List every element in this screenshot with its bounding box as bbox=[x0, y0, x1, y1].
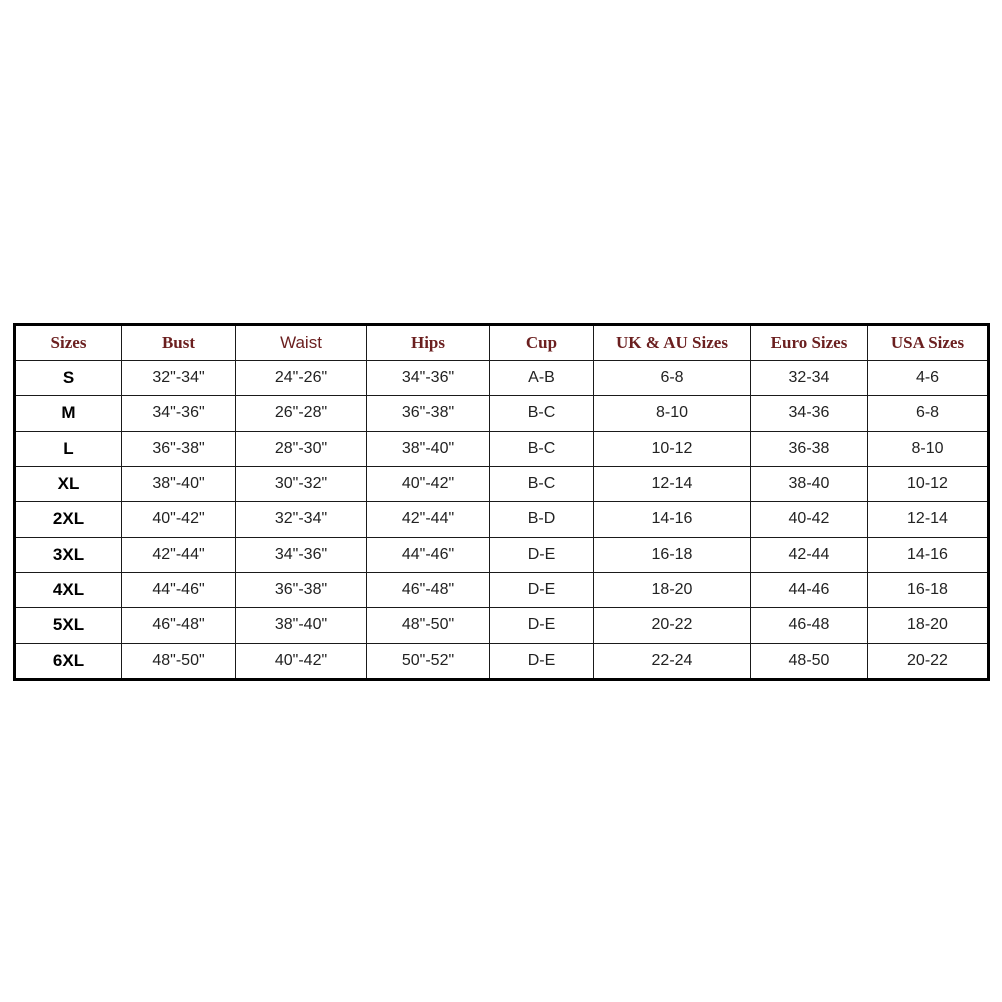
cell-cup: A-B bbox=[490, 361, 594, 396]
cell-bust: 42"-44" bbox=[122, 537, 236, 572]
cell-usa: 14-16 bbox=[868, 537, 989, 572]
header-usa-sizes: USA Sizes bbox=[868, 325, 989, 361]
cell-euro: 34-36 bbox=[751, 396, 868, 431]
cell-hips: 40"-42" bbox=[367, 466, 490, 501]
cell-usa: 10-12 bbox=[868, 466, 989, 501]
cell-size: 5XL bbox=[15, 608, 122, 643]
cell-euro: 38-40 bbox=[751, 466, 868, 501]
cell-waist: 26"-28" bbox=[236, 396, 367, 431]
cell-euro: 42-44 bbox=[751, 537, 868, 572]
cell-euro: 40-42 bbox=[751, 502, 868, 537]
table-row bbox=[15, 608, 989, 643]
cell-hips: 50"-52" bbox=[367, 643, 490, 679]
cell-cup: D-E bbox=[490, 643, 594, 679]
cell-uk-au: 6-8 bbox=[594, 361, 751, 396]
cell-euro: 36-38 bbox=[751, 431, 868, 466]
cell-usa: 20-22 bbox=[868, 643, 989, 679]
size-chart-table bbox=[13, 323, 990, 681]
cell-bust: 34"-36" bbox=[122, 396, 236, 431]
cell-uk-au: 14-16 bbox=[594, 502, 751, 537]
cell-usa: 16-18 bbox=[868, 572, 989, 607]
cell-euro: 32-34 bbox=[751, 361, 868, 396]
cell-uk-au: 10-12 bbox=[594, 431, 751, 466]
header-cup: Cup bbox=[490, 325, 594, 361]
cell-bust: 44"-46" bbox=[122, 572, 236, 607]
cell-bust: 38"-40" bbox=[122, 466, 236, 501]
table-row bbox=[15, 431, 989, 466]
cell-hips: 44"-46" bbox=[367, 537, 490, 572]
cell-hips: 46"-48" bbox=[367, 572, 490, 607]
cell-cup: B-C bbox=[490, 431, 594, 466]
cell-size: 3XL bbox=[15, 537, 122, 572]
cell-hips: 42"-44" bbox=[367, 502, 490, 537]
cell-size: S bbox=[15, 361, 122, 396]
cell-size: XL bbox=[15, 466, 122, 501]
cell-bust: 32"-34" bbox=[122, 361, 236, 396]
table-row bbox=[15, 361, 989, 396]
cell-uk-au: 8-10 bbox=[594, 396, 751, 431]
header-bust: Bust bbox=[122, 325, 236, 361]
header-hips: Hips bbox=[367, 325, 490, 361]
cell-waist: 24"-26" bbox=[236, 361, 367, 396]
cell-uk-au: 20-22 bbox=[594, 608, 751, 643]
header-uk-au-sizes: UK & AU Sizes bbox=[594, 325, 751, 361]
cell-size: 2XL bbox=[15, 502, 122, 537]
cell-waist: 28"-30" bbox=[236, 431, 367, 466]
table-row bbox=[15, 572, 989, 607]
cell-cup: D-E bbox=[490, 537, 594, 572]
cell-hips: 38"-40" bbox=[367, 431, 490, 466]
cell-euro: 44-46 bbox=[751, 572, 868, 607]
cell-cup: D-E bbox=[490, 572, 594, 607]
cell-usa: 12-14 bbox=[868, 502, 989, 537]
cell-usa: 6-8 bbox=[868, 396, 989, 431]
cell-usa: 18-20 bbox=[868, 608, 989, 643]
cell-size: 4XL bbox=[15, 572, 122, 607]
cell-bust: 46"-48" bbox=[122, 608, 236, 643]
header-euro-sizes: Euro Sizes bbox=[751, 325, 868, 361]
header-sizes: Sizes bbox=[15, 325, 122, 361]
cell-size: L bbox=[15, 431, 122, 466]
header-waist: Waist bbox=[236, 325, 367, 361]
cell-usa: 8-10 bbox=[868, 431, 989, 466]
cell-euro: 46-48 bbox=[751, 608, 868, 643]
cell-uk-au: 12-14 bbox=[594, 466, 751, 501]
table-row bbox=[15, 537, 989, 572]
cell-waist: 38"-40" bbox=[236, 608, 367, 643]
cell-hips: 48"-50" bbox=[367, 608, 490, 643]
cell-bust: 48"-50" bbox=[122, 643, 236, 679]
cell-waist: 36"-38" bbox=[236, 572, 367, 607]
header-row bbox=[15, 325, 989, 361]
table-row bbox=[15, 466, 989, 501]
cell-bust: 40"-42" bbox=[122, 502, 236, 537]
cell-usa: 4-6 bbox=[868, 361, 989, 396]
cell-size: 6XL bbox=[15, 643, 122, 679]
cell-uk-au: 18-20 bbox=[594, 572, 751, 607]
cell-cup: B-C bbox=[490, 466, 594, 501]
cell-size: M bbox=[15, 396, 122, 431]
cell-uk-au: 16-18 bbox=[594, 537, 751, 572]
table-row bbox=[15, 502, 989, 537]
cell-cup: B-D bbox=[490, 502, 594, 537]
cell-waist: 40"-42" bbox=[236, 643, 367, 679]
table-row bbox=[15, 396, 989, 431]
table-row bbox=[15, 643, 989, 679]
cell-cup: B-C bbox=[490, 396, 594, 431]
cell-euro: 48-50 bbox=[751, 643, 868, 679]
cell-cup: D-E bbox=[490, 608, 594, 643]
table-body bbox=[15, 361, 989, 680]
cell-hips: 34"-36" bbox=[367, 361, 490, 396]
cell-uk-au: 22-24 bbox=[594, 643, 751, 679]
cell-waist: 30"-32" bbox=[236, 466, 367, 501]
cell-bust: 36"-38" bbox=[122, 431, 236, 466]
cell-hips: 36"-38" bbox=[367, 396, 490, 431]
cell-waist: 34"-36" bbox=[236, 537, 367, 572]
cell-waist: 32"-34" bbox=[236, 502, 367, 537]
